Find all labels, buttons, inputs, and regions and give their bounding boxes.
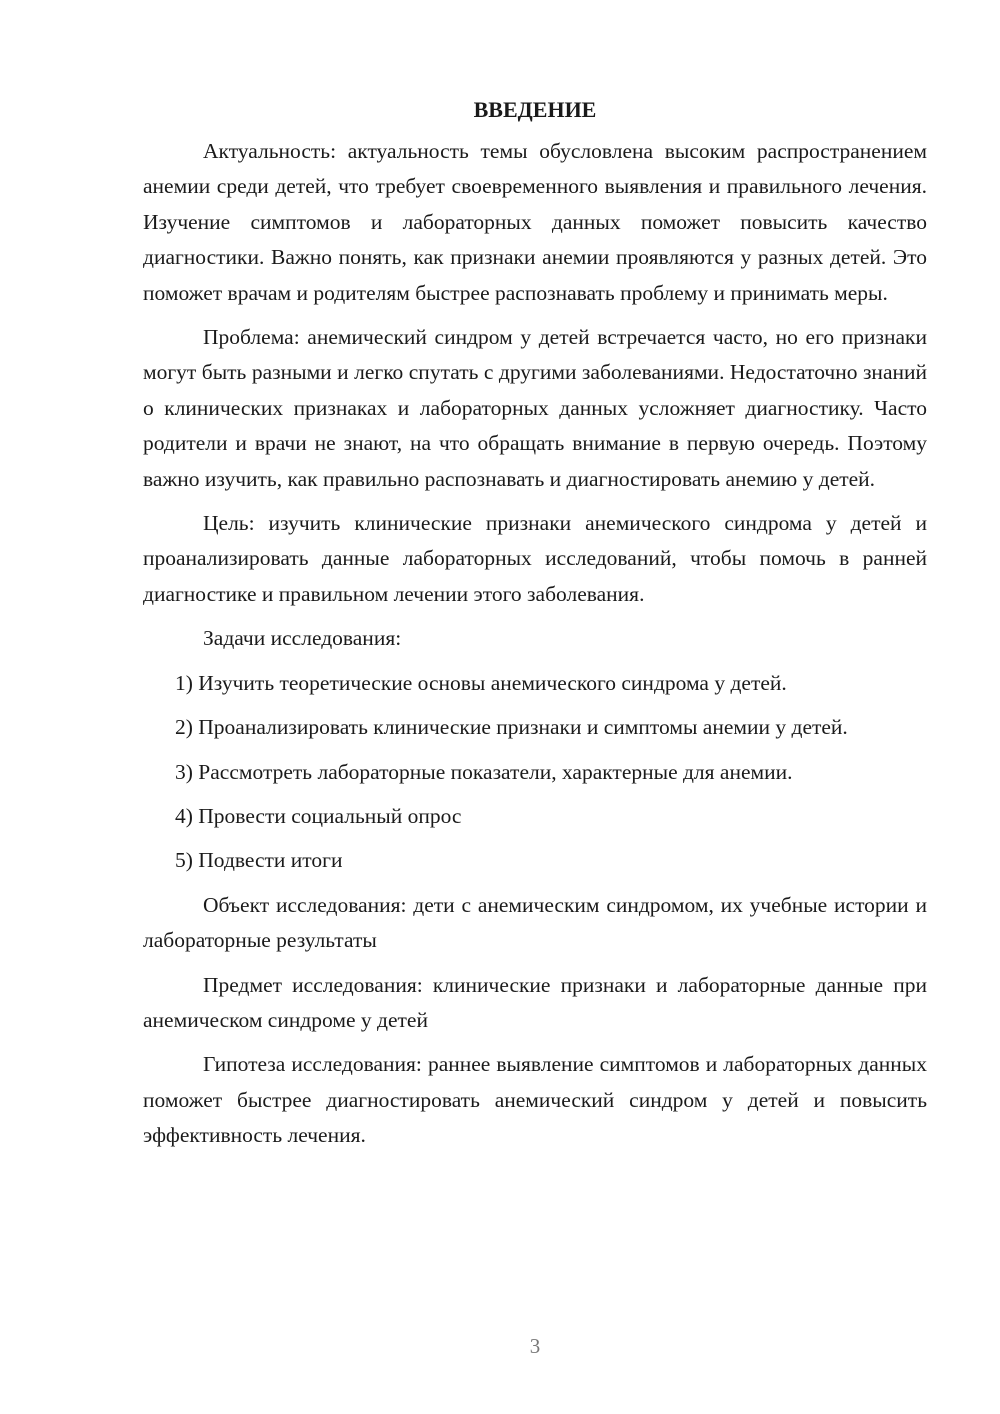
page-title: ВВЕДЕНИЕ: [473, 97, 597, 122]
paragraph-hypothesis: Гипотеза исследования: раннее выявление симптомов и лабораторных данных поможет быстрее диагностировать анемический синдром у детей и повысить эффективность лечения.: [143, 1052, 927, 1148]
paragraph-problem: Проблема: анемический синдром у детей встречается часто, но его признаки могут быть разными и легко спутать с другими заболеваниями. Недостаточно знаний о клинических признаках и лабораторных данных усложняет диагностику. Часто родители и врачи не знают, на что обращать внимание в первую очередь. Поэтому важно изучить, как правильно распознавать и диагностировать анемию у детей.: [143, 325, 927, 491]
paragraph-goal: Цель: изучить клинические признаки анемического синдрома у детей и проанализировать данные лабораторных исследований, чтобы помочь в ранней диагностике и правильном лечении этого заболевания.: [143, 511, 927, 606]
task-item-3: 3) Рассмотреть лабораторные показатели, характерные для анемии.: [175, 759, 793, 784]
task-item-4: 4) Провести социальный опрос: [175, 803, 462, 828]
task-item-5: 5) Подвести итоги: [175, 848, 343, 873]
page-number: 3: [529, 1334, 541, 1358]
document-page: [143, 92, 927, 1154]
tasks-heading: Задачи исследования:: [203, 626, 402, 651]
paragraph-object: Объект исследования: дети с анемическим синдромом, их учебные истории и лабораторные результаты: [143, 892, 927, 953]
task-item-2: 2) Проанализировать клинические признаки и симптомы анемии у детей.: [175, 715, 848, 740]
task-item-1: 1) Изучить теоретические основы анемического синдрома у детей.: [175, 670, 787, 695]
paragraph-subject: Предмет исследования: клинические признаки и лабораторные данные при анемическом синдроме у детей: [143, 972, 927, 1032]
paragraph-relevance: Актуальность: актуальность темы обусловлена высоким распространением анемии среди детей, что требует своевременного выявления и правильного лечения. Изучение симптомов и лабораторных данных поможет повысить качество диагностики. Важно понять, как признаки анемии проявляются у разных детей. Это поможет врачам и родителям быстрее распознавать проблему и принимать меры.: [143, 139, 927, 305]
